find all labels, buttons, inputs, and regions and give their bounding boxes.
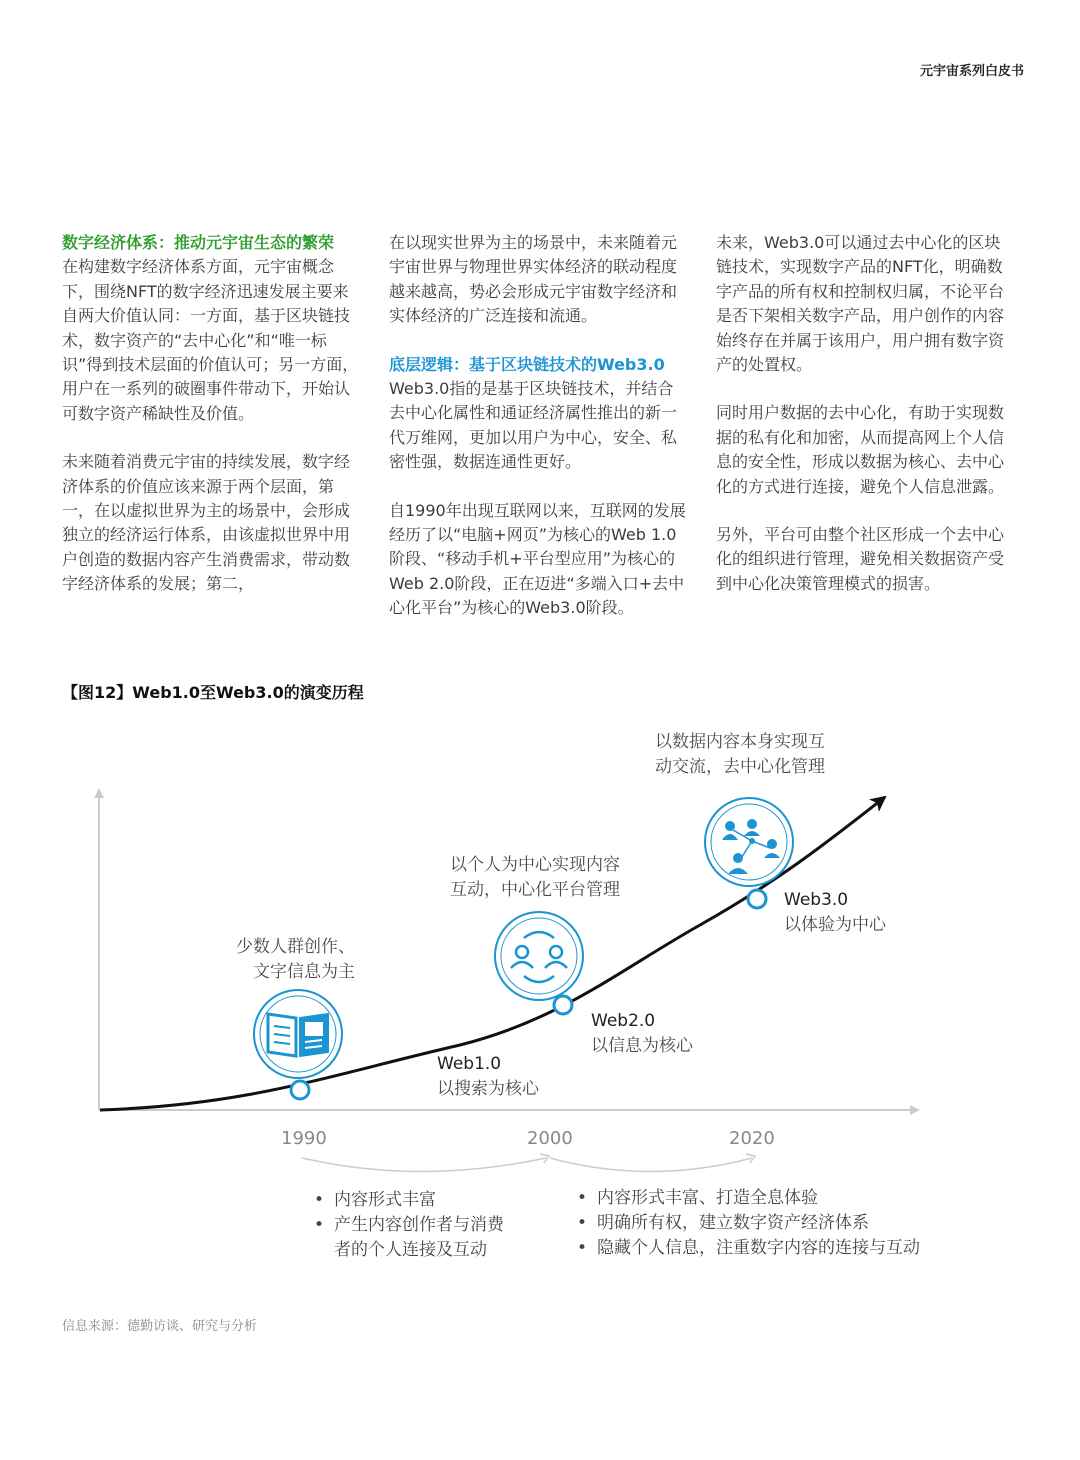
stage-2-label <box>591 1009 693 1059</box>
stage-1-name: Web1.0 <box>437 1054 502 1074</box>
bullet-item: • 隐藏个人信息，注重数字内容的连接与互动 <box>575 1236 920 1261</box>
stage-3-core: 以体验为中心 <box>784 915 886 935</box>
bullet-item-continued: 者的个人连接及互动 <box>334 1240 487 1260</box>
stage-2-description <box>450 853 620 903</box>
figure-title: 【图12】Web1.0至Web3.0的演变历程 <box>62 683 364 702</box>
col3-paragraph-1: 未来，Web3.0可以通过去中心化的区块链技术，实现数字产品的NFT化，明确数字产品的所有权和控制权归属，不论平台是否下架相关数字产品，用户创作的内容始终存在并属于该用户，用户拥有数字资产的处置权。 <box>716 233 1005 375</box>
network-people-icon <box>705 798 793 886</box>
stage-1-desc-line2: 文字信息为主 <box>253 962 355 982</box>
col3-paragraph-3: 另外，平台可由整个社区形成一个去中心化的组织进行管理，避免相关数据资产受到中心化决策管理模式的损害。 <box>716 525 1005 593</box>
stage-1-label <box>437 1052 539 1102</box>
col2-paragraph-1: 在以现实世界为主的场景中，未来随着元宇宙世界与物理世界实体经济的联动程度越来越高，势必会形成元宇宙数字经济和实体经济的广泛连接和流通。 <box>389 233 678 326</box>
transition-arrow-2 <box>550 1158 752 1172</box>
bullet-item: • 内容形式丰富 <box>312 1188 504 1213</box>
stage-2-desc-line2: 互动，中心化平台管理 <box>450 880 620 900</box>
stage-1-core: 以搜索为核心 <box>437 1079 539 1099</box>
col2-paragraph-3: 自1990年出现互联网以来，互联网的发展经历了以“电脑+网页”为核心的Web 1.0阶段、“移动手机+平台型应用”为核心的Web 2.0阶段，正在迈进“多端入口+去中心化平台”为核心的Web3.0阶段。 <box>389 500 686 618</box>
bullets-right <box>575 1186 920 1261</box>
stage-3-description <box>655 730 825 780</box>
bullets-left <box>312 1188 504 1263</box>
stage-node-web1 <box>291 1081 309 1099</box>
book-icon <box>254 990 342 1078</box>
header-title: 元宇宙系列白皮书 <box>919 64 1024 79</box>
year-2020: 2020 <box>729 1128 775 1149</box>
bullet-item: • 产生内容创作者与消费 <box>312 1213 504 1238</box>
source-note: 信息来源：德勤访谈、研究与分析 <box>62 1319 258 1334</box>
transition-arrow-1 <box>302 1158 546 1172</box>
col2-heading: 底层逻辑：基于区块链技术的Web3.0 <box>389 354 665 374</box>
stage-2-name: Web2.0 <box>591 1011 656 1031</box>
stage-1-description <box>236 935 355 985</box>
people-exchange-icon <box>495 912 583 1000</box>
stage-2-core: 以信息为核心 <box>591 1036 693 1056</box>
stage-node-web3 <box>748 890 766 908</box>
col2-paragraph-2: Web3.0指的是基于区块链技术，并结合去中心化属性和通证经济属性推出的新一代万维网，更加以用户为中心，安全、私密性强，数据连通性更好。 <box>389 379 678 472</box>
bullet-item: • 明确所有权，建立数字资产经济体系 <box>575 1211 920 1236</box>
stage-3-desc-line2: 动交流，去中心化管理 <box>655 757 825 777</box>
stage-3-name: Web3.0 <box>784 890 849 910</box>
col1-paragraph-2: 未来随着消费元宇宙的持续发展，数字经济体系的价值应该来源于两个层面，第一，在以虚拟世界为主的场景中，会形成独立的经济运行体系，由该虚拟世界中用户创造的数据内容产生消费需求，带动数字经济体系的发展；第二， <box>62 452 351 594</box>
stage-node-web2 <box>554 996 572 1014</box>
stage-3-label <box>784 888 886 938</box>
year-2000: 2000 <box>527 1128 573 1149</box>
stage-1-desc-line1: 少数人群创作、 <box>236 937 355 957</box>
stage-3-desc-line1: 以数据内容本身实现互 <box>655 732 825 752</box>
col1-paragraph-1: 在构建数字经济体系方面，元宇宙概念下，围绕NFT的数字经济迅速发展主要来自两大价值认同：一方面，基于区块链技术，数字资产的“去中心化”和“唯一标识”得到技术层面的价值认可；另一方面，用户在一系列的破圈事件带动下，开始认可数字资产稀缺性及价值。 <box>62 257 359 423</box>
stage-2-desc-line1: 以个人为中心实现内容 <box>450 855 620 875</box>
year-1990: 1990 <box>281 1128 327 1149</box>
bullet-item: • 内容形式丰富、打造全息体验 <box>575 1186 920 1211</box>
col1-heading: 数字经济体系：推动元宇宙生态的繁荣 <box>62 233 335 252</box>
col3-paragraph-2: 同时用户数据的去中心化，有助于实现数据的私有化和加密，从而提高网上个人信息的安全性，形成以数据为核心、去中心化的方式进行连接，避免个人信息泄露。 <box>716 403 1005 496</box>
